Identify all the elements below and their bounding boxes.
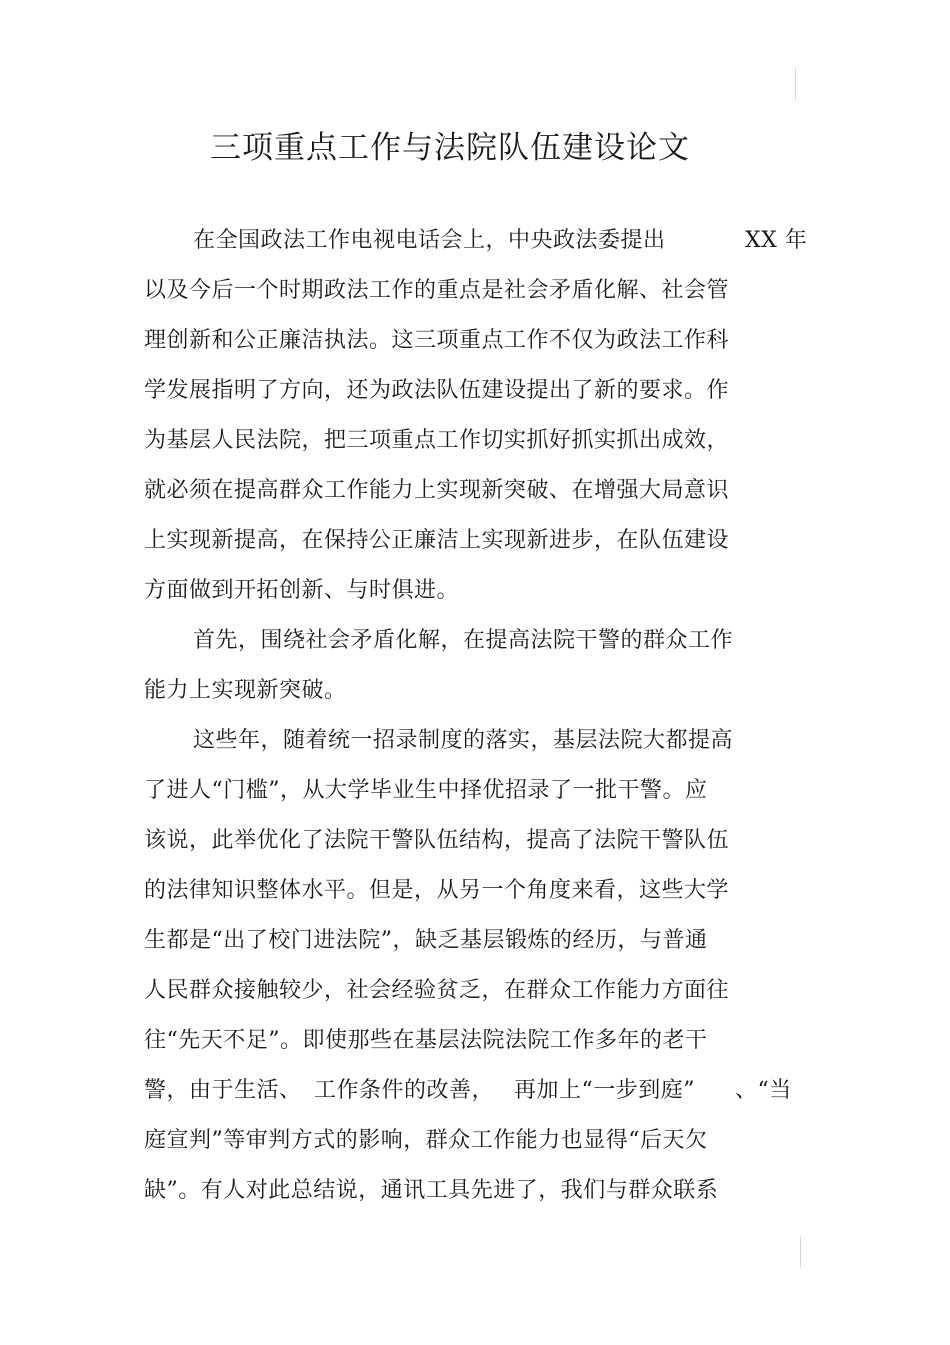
paragraph-line: 再加上“一步到庭” [514,1078,695,1103]
paragraph-line [745,226,807,256]
paragraph-line: 该说，此举优化了法院干警队伍结构，提高了法院干警队伍 [144,828,730,853]
paragraph-line: 就必须在提高群众工作能力上实现新突破、在增强大局意识 [144,478,730,503]
text-segment: 在全国政法工作电视电话会上，中央政法委提出 [193,228,666,253]
paragraph-line: 能力上实现新突破。 [144,678,347,703]
paragraph-line: 、“当 [735,1078,792,1103]
document-title: 三项重点工作与法院队伍建设论文 [210,130,690,166]
paragraph-line: 人民群众接触较少，社会经验贫乏，在群众工作能力方面往 [144,978,730,1003]
paragraph-line: 这些年，随着统一招录制度的落实，基层法院大都提高 [193,728,734,753]
paragraph-line: 生都是“出了校门进法院”，缺乏基层锻炼的经历，与普通 [144,928,708,953]
paragraph-line: 警，由于生活、 [144,1078,302,1103]
margin-mark-bottom [800,1236,801,1268]
paragraph-line: 方面做到开拓创新、与时俱进。 [144,578,460,603]
margin-mark-top [795,68,796,100]
paragraph-line: 工作条件的改善， [314,1078,495,1103]
paragraph-line: 理创新和公正廉洁执法。这三项重点工作不仅为政法工作科 [144,328,730,353]
paragraph-line [193,226,666,256]
paragraph-line: 学发展指明了方向，还为政法队伍建设提出了新的要求。作 [144,378,730,403]
paragraph-line: 以及今后一个时期政法工作的重点是社会矛盾化解、社会管 [144,278,730,303]
paragraph-line: 的法律知识整体水平。但是，从另一个角度来看，这些大学 [144,878,730,903]
paragraph-line: 为基层人民法院，把三项重点工作切实抓好抓实抓出成效， [144,428,730,453]
paragraph-line: 缺”。有人对此总结说，通讯工具先进了，我们与群众联系 [144,1178,719,1203]
paragraph-line: 庭宣判”等审判方式的影响，群众工作能力也显得“后天欠 [144,1128,708,1153]
paragraph-line: 往“先天不足”。即使那些在基层法院法院工作多年的老干 [144,1028,708,1053]
text-segment: XX 年 [745,228,808,253]
paragraph-line: 了进人“门槛”，从大学毕业生中择优招录了一批干警。应 [144,778,708,803]
paragraph-line: 上实现新提高，在保持公正廉洁上实现新进步，在队伍建设 [144,528,730,553]
paragraph-line: 首先，围绕社会矛盾化解，在提高法院干警的群众工作 [193,628,734,653]
